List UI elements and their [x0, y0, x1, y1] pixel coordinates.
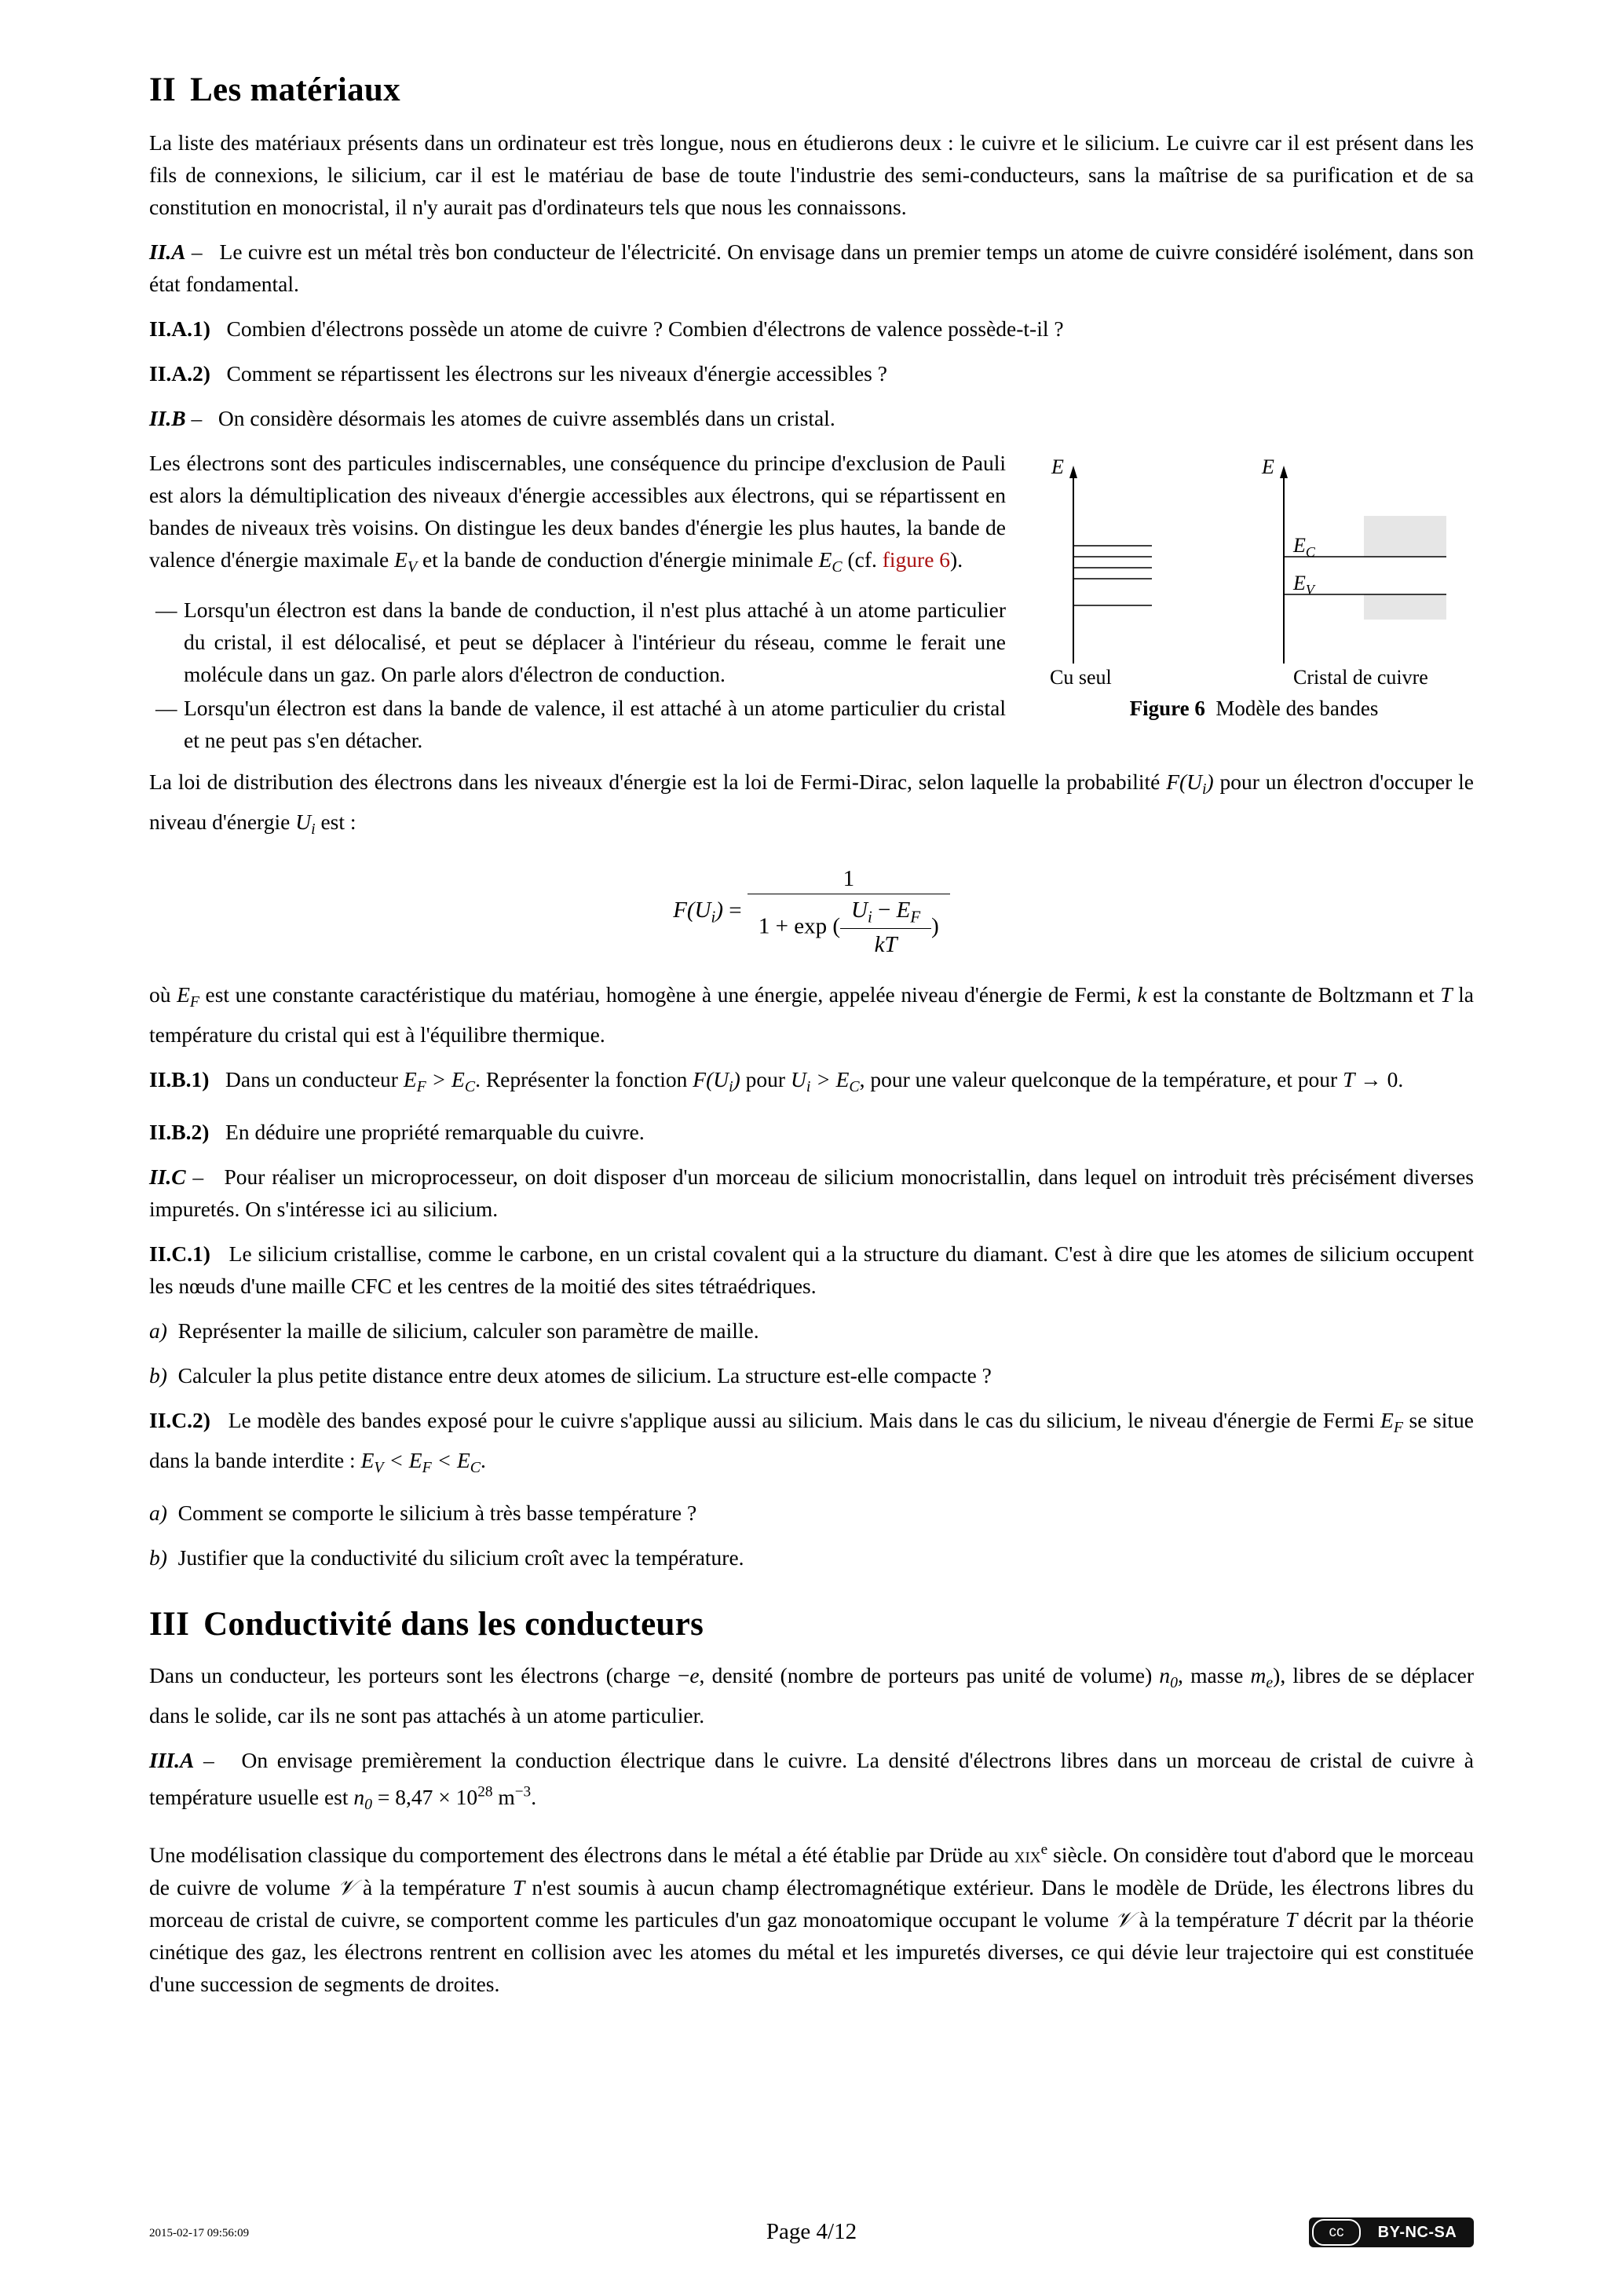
question-ii-a-label: II.A	[149, 239, 186, 264]
paragraph-fermi-dirac: La loi de distribution des électrons dans les niveaux d'énergie est la loi de Fermi-Dirac, selon laquelle la probabilité $F(U_i)$ pour un électron d'occuper le niveau d'énergie $U_i$ est :	[149, 769, 1474, 838]
question-ii-c-1-a-label: a)	[149, 1318, 167, 1343]
dash-marker: —	[155, 597, 177, 622]
question-ii-a-1	[149, 313, 1474, 345]
question-ii-c-1-text: Le silicium cristallise, comme le carbone, en un cristal covalent qui a la structure du diamant. C'est à dire que les atomes de silicium occupent les nœuds d'une maille CFC et les centres de la moitié des sites tétraédriques.	[149, 1241, 1474, 1298]
section-ii-number: II	[149, 71, 177, 108]
paragraph-conductors-intro: Dans un conducteur, les porteurs sont les électrons (charge −e, densité (nombre de porteurs pas unité de volume) $n_0$, masse $m_e$), libres de se déplacer dans le solide, car ils ne sont pas attachés à un atome particulier.	[149, 1662, 1474, 1727]
question-ii-c-2-a	[149, 1497, 1474, 1529]
question-iii-a	[149, 1744, 1474, 1822]
question-ii-b-text: On considère désormais les atomes de cuivre assemblés dans un cristal.	[217, 406, 835, 430]
section-iii-title: Conductivité dans les conducteurs	[203, 1605, 704, 1643]
paragraph-bands: Les électrons sont des particules indiscernables, une conséquence du principe d'exclusion de Pauli est alors la démultiplication des niveaux d'énergie accessibles aux électrons, qui se répartissent en bandes de niveaux très voisins. On distingue les deux bandes d'énergie les plus hautes, la bande de valence d'énergie maximale $E_V$ et la bande de conduction d'énergie minimale $E_C$ (cf. figure 6).	[149, 451, 1006, 576]
footer-timestamp: 2015-02-17 09:56:09	[149, 2227, 250, 2239]
figure-left-caption: Cu seul	[1050, 666, 1112, 687]
svg-text:EC: $E_C$	[1293, 534, 1315, 560]
question-ii-b-1-label: II.B.1)	[149, 1067, 210, 1091]
figure-6-caption-text: Modèle des bandes	[1215, 696, 1379, 720]
question-ii-a-2-label: II.A.2)	[149, 361, 210, 386]
question-ii-a	[149, 236, 1474, 300]
fermi-text-a: La loi de distribution des électrons dans les niveaux d'énergie est la loi de Fermi-Dirac, selon laquelle la probabilité	[149, 769, 1167, 794]
page-footer	[149, 2217, 1474, 2249]
paragraph-intro: La liste des matériaux présents dans un ordinateur est très longue, nous en étudierons deux : le cuivre et le silicium. Le cuivre car il est présent dans les fils de connexions, le silicium, car il est le matériau de base de toute l'industrie des semi-conducteurs, sans la maîtrise de sa purification et de sa constitution en monocristal, il n'y aurait pas d'ordinateurs tels que nous les connaissons.	[149, 130, 1474, 219]
question-ii-c-1-b	[149, 1359, 1474, 1391]
question-ii-a-2	[149, 357, 1474, 389]
figure-6-caption-label: Figure 6	[1129, 696, 1205, 720]
section-heading-iii	[149, 1605, 1474, 1643]
bullet-list-bands	[149, 594, 1474, 756]
section-iii-number: III	[149, 1605, 190, 1643]
paragraph-after-formula: où $E_F$ est une constante caractéristique du matériau, homogène à une énergie, appelée niveau d'énergie de Fermi, k est la constante de Boltzmann et T la température du cristal qui est à l'équilibre thermique.	[149, 982, 1474, 1047]
question-ii-c-1-b-label: b)	[149, 1362, 167, 1387]
fermi-text-b: pour un électron d'occuper le niveau d'énergie	[149, 769, 1474, 834]
footer-page-number: Page 4/12	[766, 2219, 857, 2244]
question-ii-a-1-text: Combien d'électrons possède un atome de cuivre ? Combien d'électrons de valence possède-t-il ?	[226, 316, 1064, 341]
list-item	[149, 692, 1474, 756]
question-ii-c	[149, 1161, 1474, 1225]
license-badge	[1309, 2217, 1474, 2247]
figure-right-caption: Cristal de cuivre	[1293, 666, 1428, 687]
question-ii-c-2-b	[149, 1541, 1474, 1574]
section-ii-title: Les matériaux	[190, 71, 400, 108]
question-ii-b-2-label: II.B.2)	[149, 1119, 210, 1144]
question-ii-c-2-b-label: b)	[149, 1545, 167, 1570]
question-iii-a-text: On envisage premièrement la conduction électrique dans le cuivre. La densité d'électrons libres dans un morceau de cristal de cuivre à température usuelle est $n_0 = 8,47 \times 10^{28}$ $m^{-3}$.	[149, 1747, 1474, 1814]
question-ii-c-1-a-text: Représenter la maille de silicium, calculer son paramètre de maille.	[177, 1318, 759, 1343]
fermi-text-c: est :	[315, 809, 356, 834]
bullet-1-text: Lorsqu'un électron est dans la bande de conduction, il n'est plus attaché à un atome particulier du cristal, il est délocalisé, et peut se déplacer à l'intérieur du réseau, comme le ferait une molécule dans un gaz. On parle alors d'électron de conduction.	[184, 597, 1006, 686]
question-ii-c-2-a-label: a)	[149, 1500, 167, 1525]
bands-text-c: (cf.	[842, 547, 883, 572]
list-item	[149, 594, 1474, 690]
dash-marker: —	[155, 695, 177, 720]
dash-iii-a: –	[203, 1747, 214, 1772]
formula-fermi-dirac: $F(U_i)$ = 1 1 + exp ( $\frac{U_i - E_F}{kT}$ )	[149, 866, 1474, 958]
question-ii-b-1	[149, 1063, 1474, 1103]
dash-ii-a: –	[191, 239, 203, 264]
paragraph-drude: Une modélisation classique du comportement des électrons dans le métal a été établie par Drüde au xix$^e$ siècle. On considère tout d'abord que le morceau de cuivre de volume 𝒱 à la température T n'est soumis à aucun champ électromagnétique extérieur. Dans le modèle de Drüde, les électrons libres du morceau de cristal de cuivre, se comportent comme les particules d'un gaz monoatomique occupant le volume 𝒱 à la température T décrit par la théorie cinétique des gaz, les électrons rentrent en collision avec les atomes du métal et les impuretés diverses, ce qui dévie leur trajectoire qui est constituée d'une succession de segments de droites.	[149, 1841, 1474, 1996]
question-ii-c-1	[149, 1238, 1474, 1302]
question-ii-b-label: II.B	[149, 406, 186, 430]
bands-text-d: ).	[950, 547, 963, 572]
question-ii-c-2	[149, 1404, 1474, 1484]
question-ii-c-2-a-text: Comment se comporte le silicium à très basse température ?	[177, 1500, 697, 1525]
question-ii-b	[149, 402, 1474, 434]
section-heading-ii	[149, 71, 1474, 109]
question-ii-b-2-text: En déduire une propriété remarquable du cuivre.	[225, 1119, 645, 1144]
figure-6-reference-link[interactable]: figure 6	[882, 547, 951, 572]
question-ii-c-1-b-text: Calculer la plus petite distance entre deux atomes de silicium. La structure est-elle compacte ?	[177, 1362, 992, 1387]
question-ii-c-2-text: Le modèle des bandes exposé pour le cuivre s'applique aussi au silicium. Mais dans le cas du silicium, le niveau d'énergie de Fermi $E_F$ se situe dans la bande interdite : $E_V < E_F < E_C$.	[149, 1407, 1474, 1476]
question-ii-c-1-a	[149, 1314, 1474, 1347]
svg-text:EV: $E_V$	[1293, 572, 1314, 598]
question-ii-b-1-text: Dans un conducteur $E_F > E_C$. Représenter la fonction $F(U_i)$ pour $U_i > E_C$, pour une valeur quelconque de la température, et pour T → 0.	[225, 1067, 1404, 1095]
license-text: BY-NC-SA	[1377, 2223, 1457, 2241]
question-ii-c-text: Pour réaliser un microprocesseur, on doit disposer d'un morceau de silicium monocristallin, dans lequel on introduit très précisément diverses impuretés. On s'intéresse ici au silicium.	[149, 1164, 1475, 1221]
question-ii-a-2-text: Comment se répartissent les électrons sur les niveaux d'énergie accessibles ?	[226, 361, 887, 386]
svg-text:E: E	[1051, 455, 1064, 478]
question-ii-a-1-label: II.A.1)	[149, 316, 210, 341]
bands-text-a: Les électrons sont des particules indiscernables, une conséquence du principe d'exclusion de Pauli est alors la démultiplication des niveaux d'énergie accessibles aux électrons, qui se répartissent en bandes de niveaux très voisins. On distingue les deux bandes d'énergie les plus hautes, la bande de valence d'énergie maximale	[149, 451, 1006, 572]
creative-commons-icon: cc	[1312, 2219, 1361, 2246]
svg-text:E: E	[1262, 455, 1274, 478]
question-ii-c-2-b-text: Justifier que la conductivité du silicium croît avec la température.	[177, 1545, 744, 1570]
formula-fraction: 1 1 + exp ( $\frac{U_i - E_F}{kT}$ )	[748, 866, 950, 958]
dash-ii-c: –	[192, 1164, 204, 1189]
question-ii-b-2	[149, 1116, 1474, 1148]
bullet-2-text: Lorsqu'un électron est dans la bande de valence, il est attaché à un atome particulier du cristal et ne peut pas s'en détacher.	[184, 695, 1006, 752]
question-ii-a-text: Le cuivre est un métal très bon conducteur de l'électricité. On envisage dans un premier temps un atome de cuivre considéré isolément, dans son état fondamental.	[149, 239, 1475, 296]
bands-text-b: et la bande de conduction d'énergie minimale	[417, 547, 819, 572]
question-ii-c-1-label: II.C.1)	[149, 1241, 210, 1266]
question-iii-a-label: III.A	[149, 1747, 195, 1772]
question-ii-c-label: II.C	[149, 1164, 186, 1189]
dash-ii-b: –	[191, 406, 203, 430]
question-ii-c-2-label: II.C.2)	[149, 1407, 210, 1432]
